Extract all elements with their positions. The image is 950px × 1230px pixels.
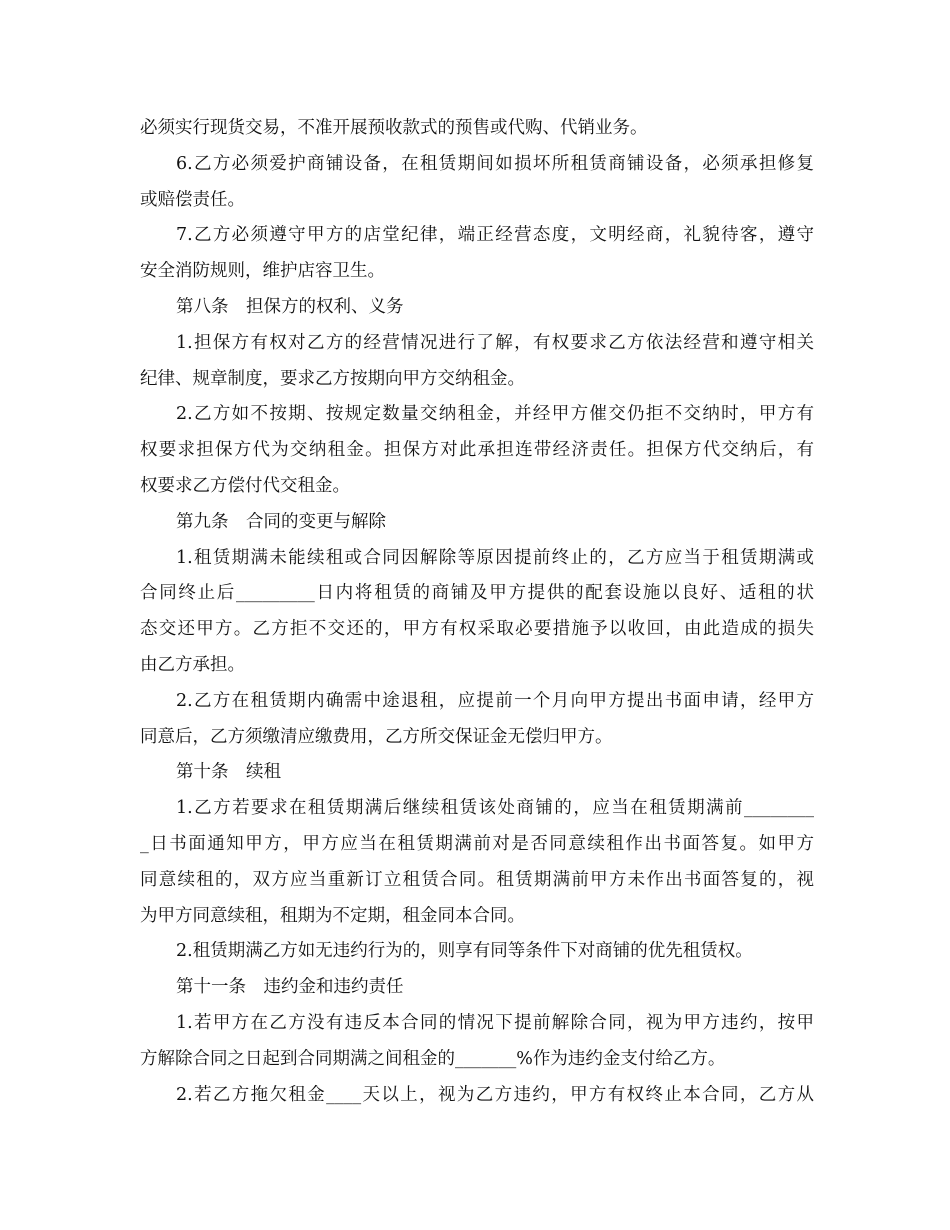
document-body: [140, 111, 814, 1113]
text-line: 同意续租的，双方应当重新订立租赁合同。租赁期满前甲方未作出书面答复的，视: [140, 869, 814, 890]
text-line: 合同终止后_________日内将租赁的商铺及甲方提供的配套设施以良好、适租的状: [140, 583, 814, 604]
text-line: 为甲方同意续租，租期为不定期，租金同本合同。: [140, 905, 525, 926]
text-line: 1.担保方有权对乙方的经营情况进行了解，有权要求乙方依法经营和遵守相关: [176, 332, 814, 353]
text-line: 2.乙方如不按期、按规定数量交纳租金，并经甲方催交仍拒不交纳时，甲方有: [176, 404, 814, 425]
text-line: 安全消防规则，维护店容卫生。: [140, 261, 385, 282]
text-line: 方解除合同之日起到合同期满之间租金的_______%作为违约金支付给乙方。: [140, 1048, 726, 1069]
text-line: 6.乙方必须爱护商铺设备，在租赁期间如损坏所租赁商铺设备，必须承担修复: [176, 153, 814, 174]
section-heading: 第十一条 违约金和违约责任: [176, 977, 404, 998]
section-heading: 第九条 合同的变更与解除: [176, 511, 386, 532]
text-line: 2.若乙方拖欠租金____天以上，视为乙方违约，甲方有权终止本合同，乙方从: [176, 1084, 814, 1105]
text-line: 2.乙方在租赁期内确需中途退租，应提前一个月向甲方提出书面申请，经甲方: [176, 690, 814, 711]
text-line: 1.若甲方在乙方没有违反本合同的情况下提前解除合同，视为甲方违约，按甲: [176, 1012, 814, 1033]
text-line: 权要求乙方偿付代交租金。: [140, 475, 350, 496]
text-line: 同意后，乙方须缴清应缴费用，乙方所交保证金无偿归甲方。: [140, 726, 613, 747]
text-line: 1.乙方若要求在租赁期满后继续租赁该处商铺的，应当在租赁期满前________: [176, 798, 814, 819]
text-line: 必须实行现货交易，不准开展预收款式的预售或代购、代销业务。: [140, 118, 648, 138]
section-heading: 第八条 担保方的权利、义务: [176, 296, 404, 317]
text-line: 态交还甲方。乙方拒不交还的，甲方有权采取必要措施予以收回，由此造成的损失: [140, 619, 814, 640]
text-line: _日书面通知甲方，甲方应当在租赁期满前对是否同意续租作出书面答复。如甲方: [140, 833, 814, 854]
text-line: 7.乙方必须遵守甲方的店堂纪律，端正经营态度，文明经商，礼貌待客，遵守: [176, 225, 814, 246]
text-line: 1.租赁期满未能续租或合同因解除等原因提前终止的，乙方应当于租赁期满或: [176, 547, 814, 568]
section-heading: 第十条 续租: [176, 762, 281, 783]
text-line: 纪律、规章制度，要求乙方按期向甲方交纳租金。: [140, 368, 525, 389]
text-line: 或赔偿责任。: [140, 189, 245, 210]
text-line: 2.租赁期满乙方如无违约行为的，则享有同等条件下对商铺的优先租赁权。: [176, 941, 753, 962]
text-line: 由乙方承担。: [140, 654, 245, 675]
text-line: 权要求担保方代为交纳租金。担保方对此承担连带经济责任。担保方代交纳后，有: [140, 440, 814, 461]
